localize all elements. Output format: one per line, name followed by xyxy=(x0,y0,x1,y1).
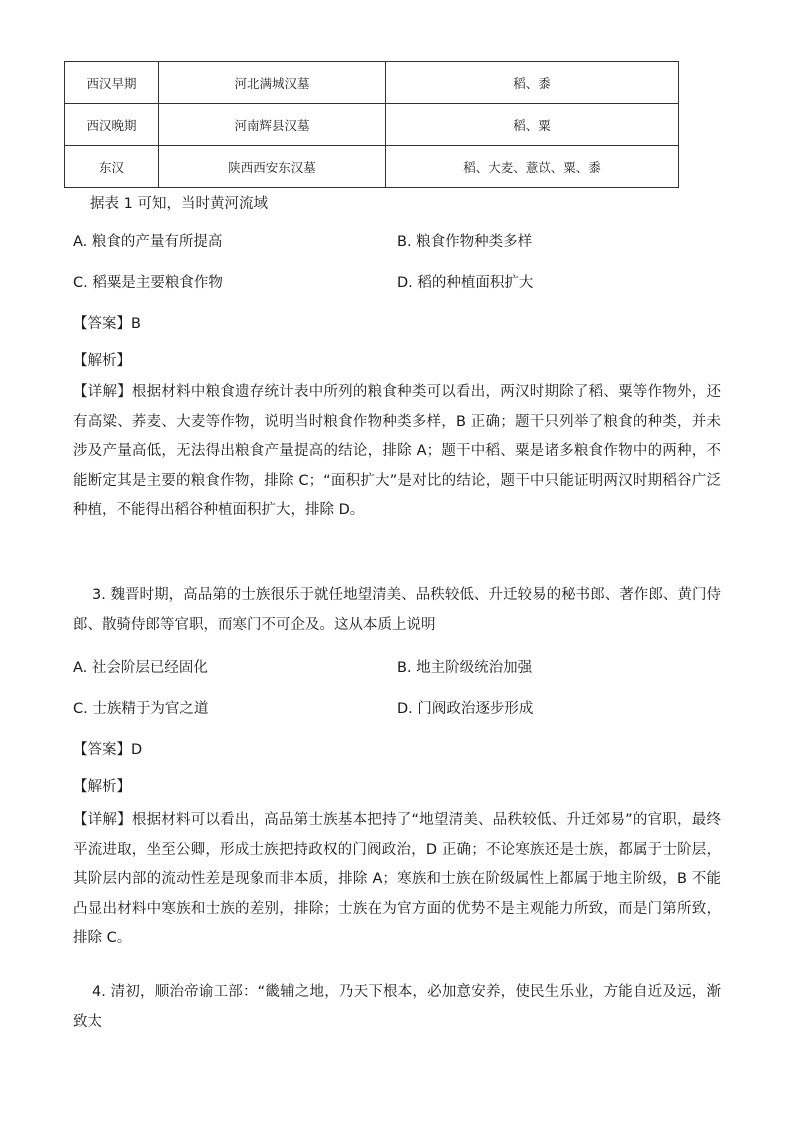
q2-analysis-label: 【解析】 xyxy=(73,353,131,369)
table-row xyxy=(65,62,679,104)
q2-answer: 【答案】B xyxy=(73,316,141,332)
table-cell-grains: 稻、粟 xyxy=(386,104,679,146)
table-row xyxy=(65,146,679,188)
table-cell-grains: 稻、大麦、薏苡、粟、黍 xyxy=(386,146,679,188)
table-cell-grains: 稻、黍 xyxy=(386,62,679,104)
table-cell-period: 西汉早期 xyxy=(65,62,159,104)
q3-answer: 【答案】D xyxy=(73,742,143,758)
q3-stem: 3. 魏晋时期，高品第的士族很乐于就任地望清美、品秩较低、升迁较易的秘书郎、著作郎、黄门侍郎、散骑侍郎等官职，而寒门不可企及。这从本质上说明 xyxy=(73,587,721,633)
q4-stem: 4. 清初，顺治帝谕工部：“畿辅之地，乃天下根本，必加意安养，使民生乐业，方能自近及远，渐致太 xyxy=(73,984,721,1030)
table-cell-site: 河北满城汉墓 xyxy=(159,62,386,104)
q2-stem: 据表 1 可知，当时黄河流域 xyxy=(90,196,268,212)
q3-option-b: B. 地主阶级统治加强 xyxy=(397,660,533,676)
q3-option-d: D. 门阀政治逐步形成 xyxy=(397,701,534,717)
grain-remains-table xyxy=(64,61,679,188)
table-cell-site: 陕西西安东汉墓 xyxy=(159,146,386,188)
q3-analysis-label: 【解析】 xyxy=(73,779,131,795)
q2-option-b: B. 粮食作物种类多样 xyxy=(397,234,533,250)
q2-detail: 【详解】根据材料中粮食遗存统计表中所列的粮食种类可以看出，两汉时期除了稻、粟等作物外，还有高粱、荞麦、大麦等作物，说明当时粮食作物种类多样，B 正确；题干只列举了粮食的种类，并未涉及产量高低，无法得出粮食产量提高的结论，排除 A；题干中稻、粟是诸多粮食作物中的两种，不能断定其是主要的粮食作物，排除 C；“面积扩大”是对比的结论，题干中只能证明两汉时期稻谷广泛种植，不能得出稻谷种植面积扩大，排除 D。 xyxy=(73,384,721,519)
q3-option-c: C. 士族精于为官之道 xyxy=(73,701,209,717)
q2-option-d: D. 稻的种植面积扩大 xyxy=(397,275,534,291)
table-row xyxy=(65,104,679,146)
q3-detail: 【详解】根据材料可以看出，高品第士族基本把持了“地望清美、品秩较低、升迁郊易”的官职，最终平流进取，坐至公卿，形成士族把持政权的门阀政治，D 正确；不论寒族还是士族，都属于士阶层，其阶层内部的流动性差是现象而非本质，排除 A；寒族和士族在阶级属性上都属于地主阶级，B 不能凸显出材料中寒族和士族的差别，排除；士族在为官方面的优势不是主观能力所致，而是门第所致，排除 C。 xyxy=(73,812,721,947)
q2-option-a: A. 粮食的产量有所提高 xyxy=(73,234,223,250)
table-cell-site: 河南辉县汉墓 xyxy=(159,104,386,146)
q3-option-a: A. 社会阶层已经固化 xyxy=(73,660,208,676)
table-cell-period: 东汉 xyxy=(65,146,159,188)
q2-option-c: C. 稻粟是主要粮食作物 xyxy=(73,275,223,291)
table-cell-period: 西汉晚期 xyxy=(65,104,159,146)
